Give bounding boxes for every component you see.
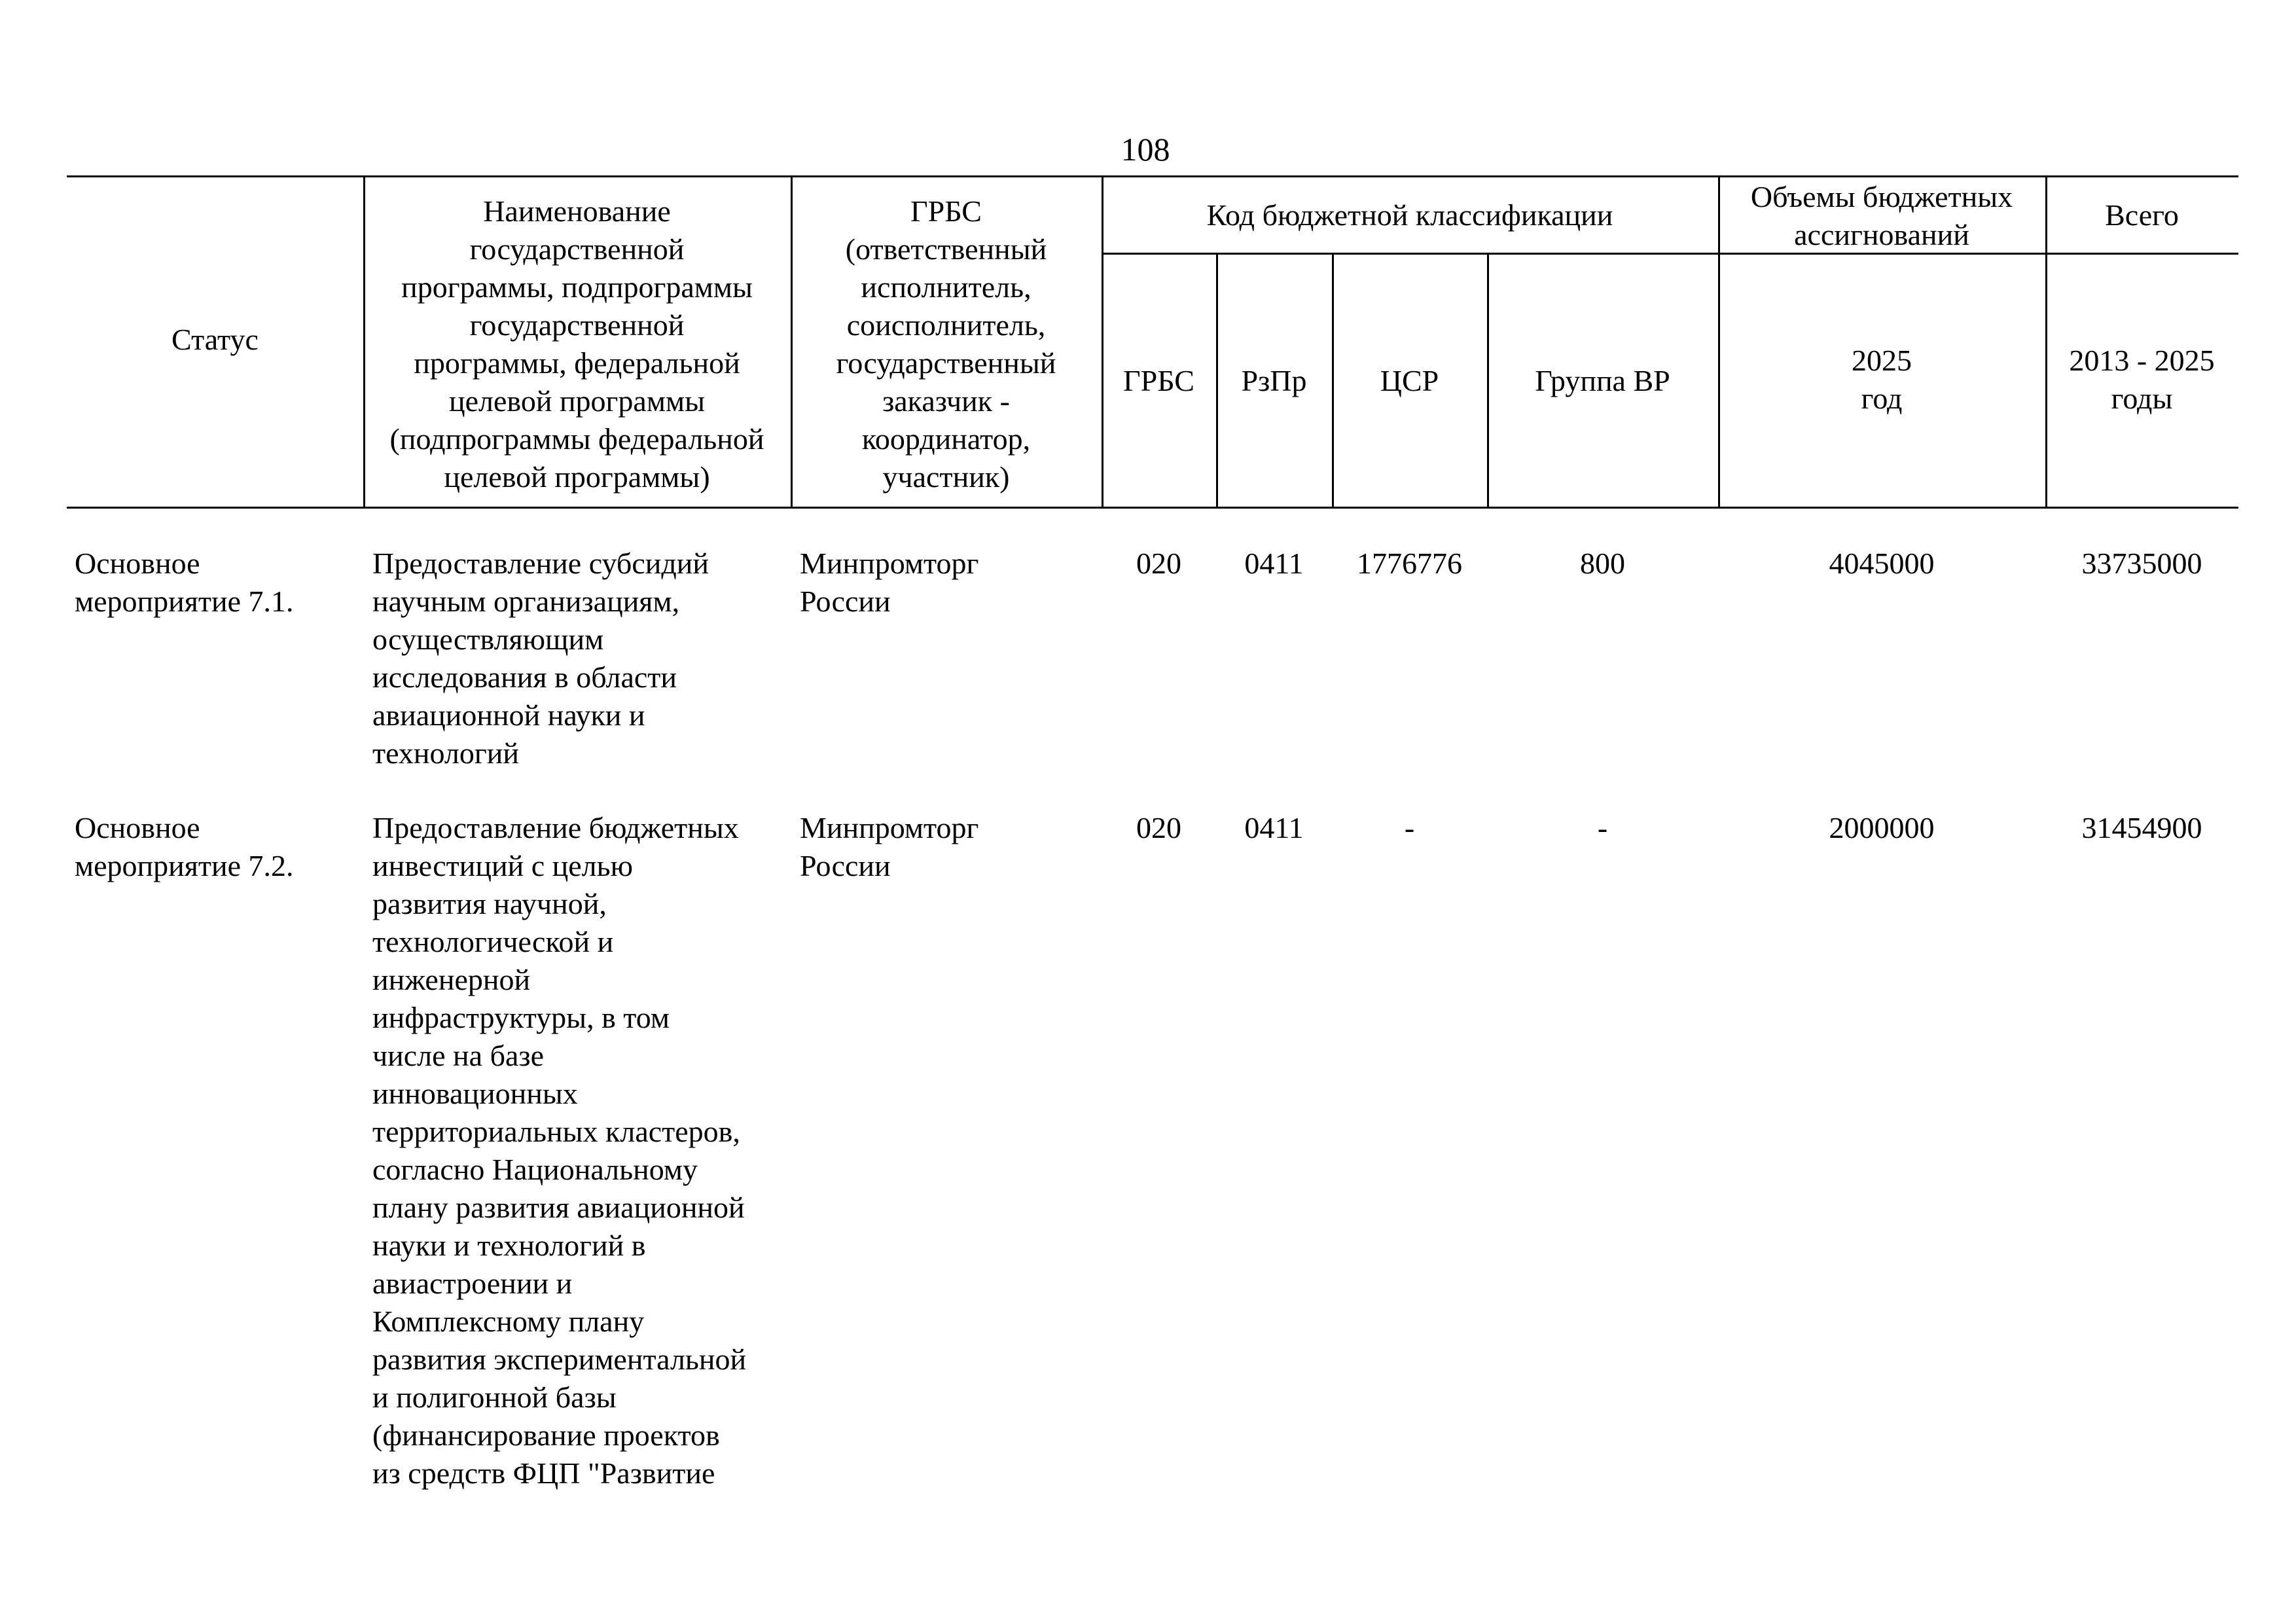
header-code-grbs: ГРБС xyxy=(1123,364,1194,397)
header-grbs-responsible: ГРБС (ответственный исполнитель, соисполнитель, государственный заказчик - координатор, участник) xyxy=(836,194,1056,494)
row-total: 33735000 xyxy=(2081,547,2202,580)
row-group-vr: - xyxy=(1597,811,1608,844)
row-name: Предоставление субсидий научным организациям, осуществляющим исследования в области авиационной науки и технологий xyxy=(372,547,709,770)
row-status: Основное мероприятие 7.2. xyxy=(75,811,294,882)
table-top-rule xyxy=(67,175,2238,177)
header-bottom-rule xyxy=(67,507,2238,509)
row-total: 31454900 xyxy=(2081,811,2202,844)
row-rzpr: 0411 xyxy=(1244,547,1304,580)
header-status: Статус xyxy=(171,323,259,356)
row-csr: - xyxy=(1404,811,1415,844)
row-rzpr: 0411 xyxy=(1244,811,1304,844)
header-code-rzpr: РзПр xyxy=(1241,364,1307,397)
row-responsible: Минпромторг России xyxy=(800,811,979,882)
row-year-2025: 4045000 xyxy=(1829,547,1935,580)
row-grbs: 020 xyxy=(1136,547,1181,580)
row-name: Предоставление бюджетных инвестиций с целью развития научной, технологической и инженерной инфраструктуры, в том числе на базе инновационных территориальных кластеров, согласно Национальному плану развития авиационной науки и технологий в авиастроении и Комплексному плану развития экспериментальной и полигонной базы (финансирование проектов из средств ФЦП "Развитие xyxy=(372,811,747,1490)
row-status: Основное мероприятие 7.1. xyxy=(75,547,294,618)
header-budget-code: Код бюджетной классификации xyxy=(1206,198,1613,232)
header-code-group-vr: Группа ВР xyxy=(1535,364,1670,397)
header-code-csr: ЦСР xyxy=(1380,364,1439,397)
row-year-2025: 2000000 xyxy=(1829,811,1935,844)
row-grbs: 020 xyxy=(1136,811,1181,844)
budget-code-subheader-rule xyxy=(1102,253,2238,255)
row-csr: 1776776 xyxy=(1357,547,1462,580)
page-number: 108 xyxy=(1121,131,1170,168)
header-name: Наименование государственной программы, подпрограммы государственной программы, федеральной целевой программы (подпрограммы федеральной целевой программы) xyxy=(389,194,764,494)
row-responsible: Минпромторг России xyxy=(800,547,979,618)
header-total-years: 2013 - 2025 годы xyxy=(2069,344,2215,415)
header-volumes: Объемы бюджетных ассигнований xyxy=(1750,180,2013,251)
header-total: Всего xyxy=(2105,198,2179,232)
row-group-vr: 800 xyxy=(1580,547,1625,580)
header-year: 2025 год xyxy=(1852,344,1912,415)
